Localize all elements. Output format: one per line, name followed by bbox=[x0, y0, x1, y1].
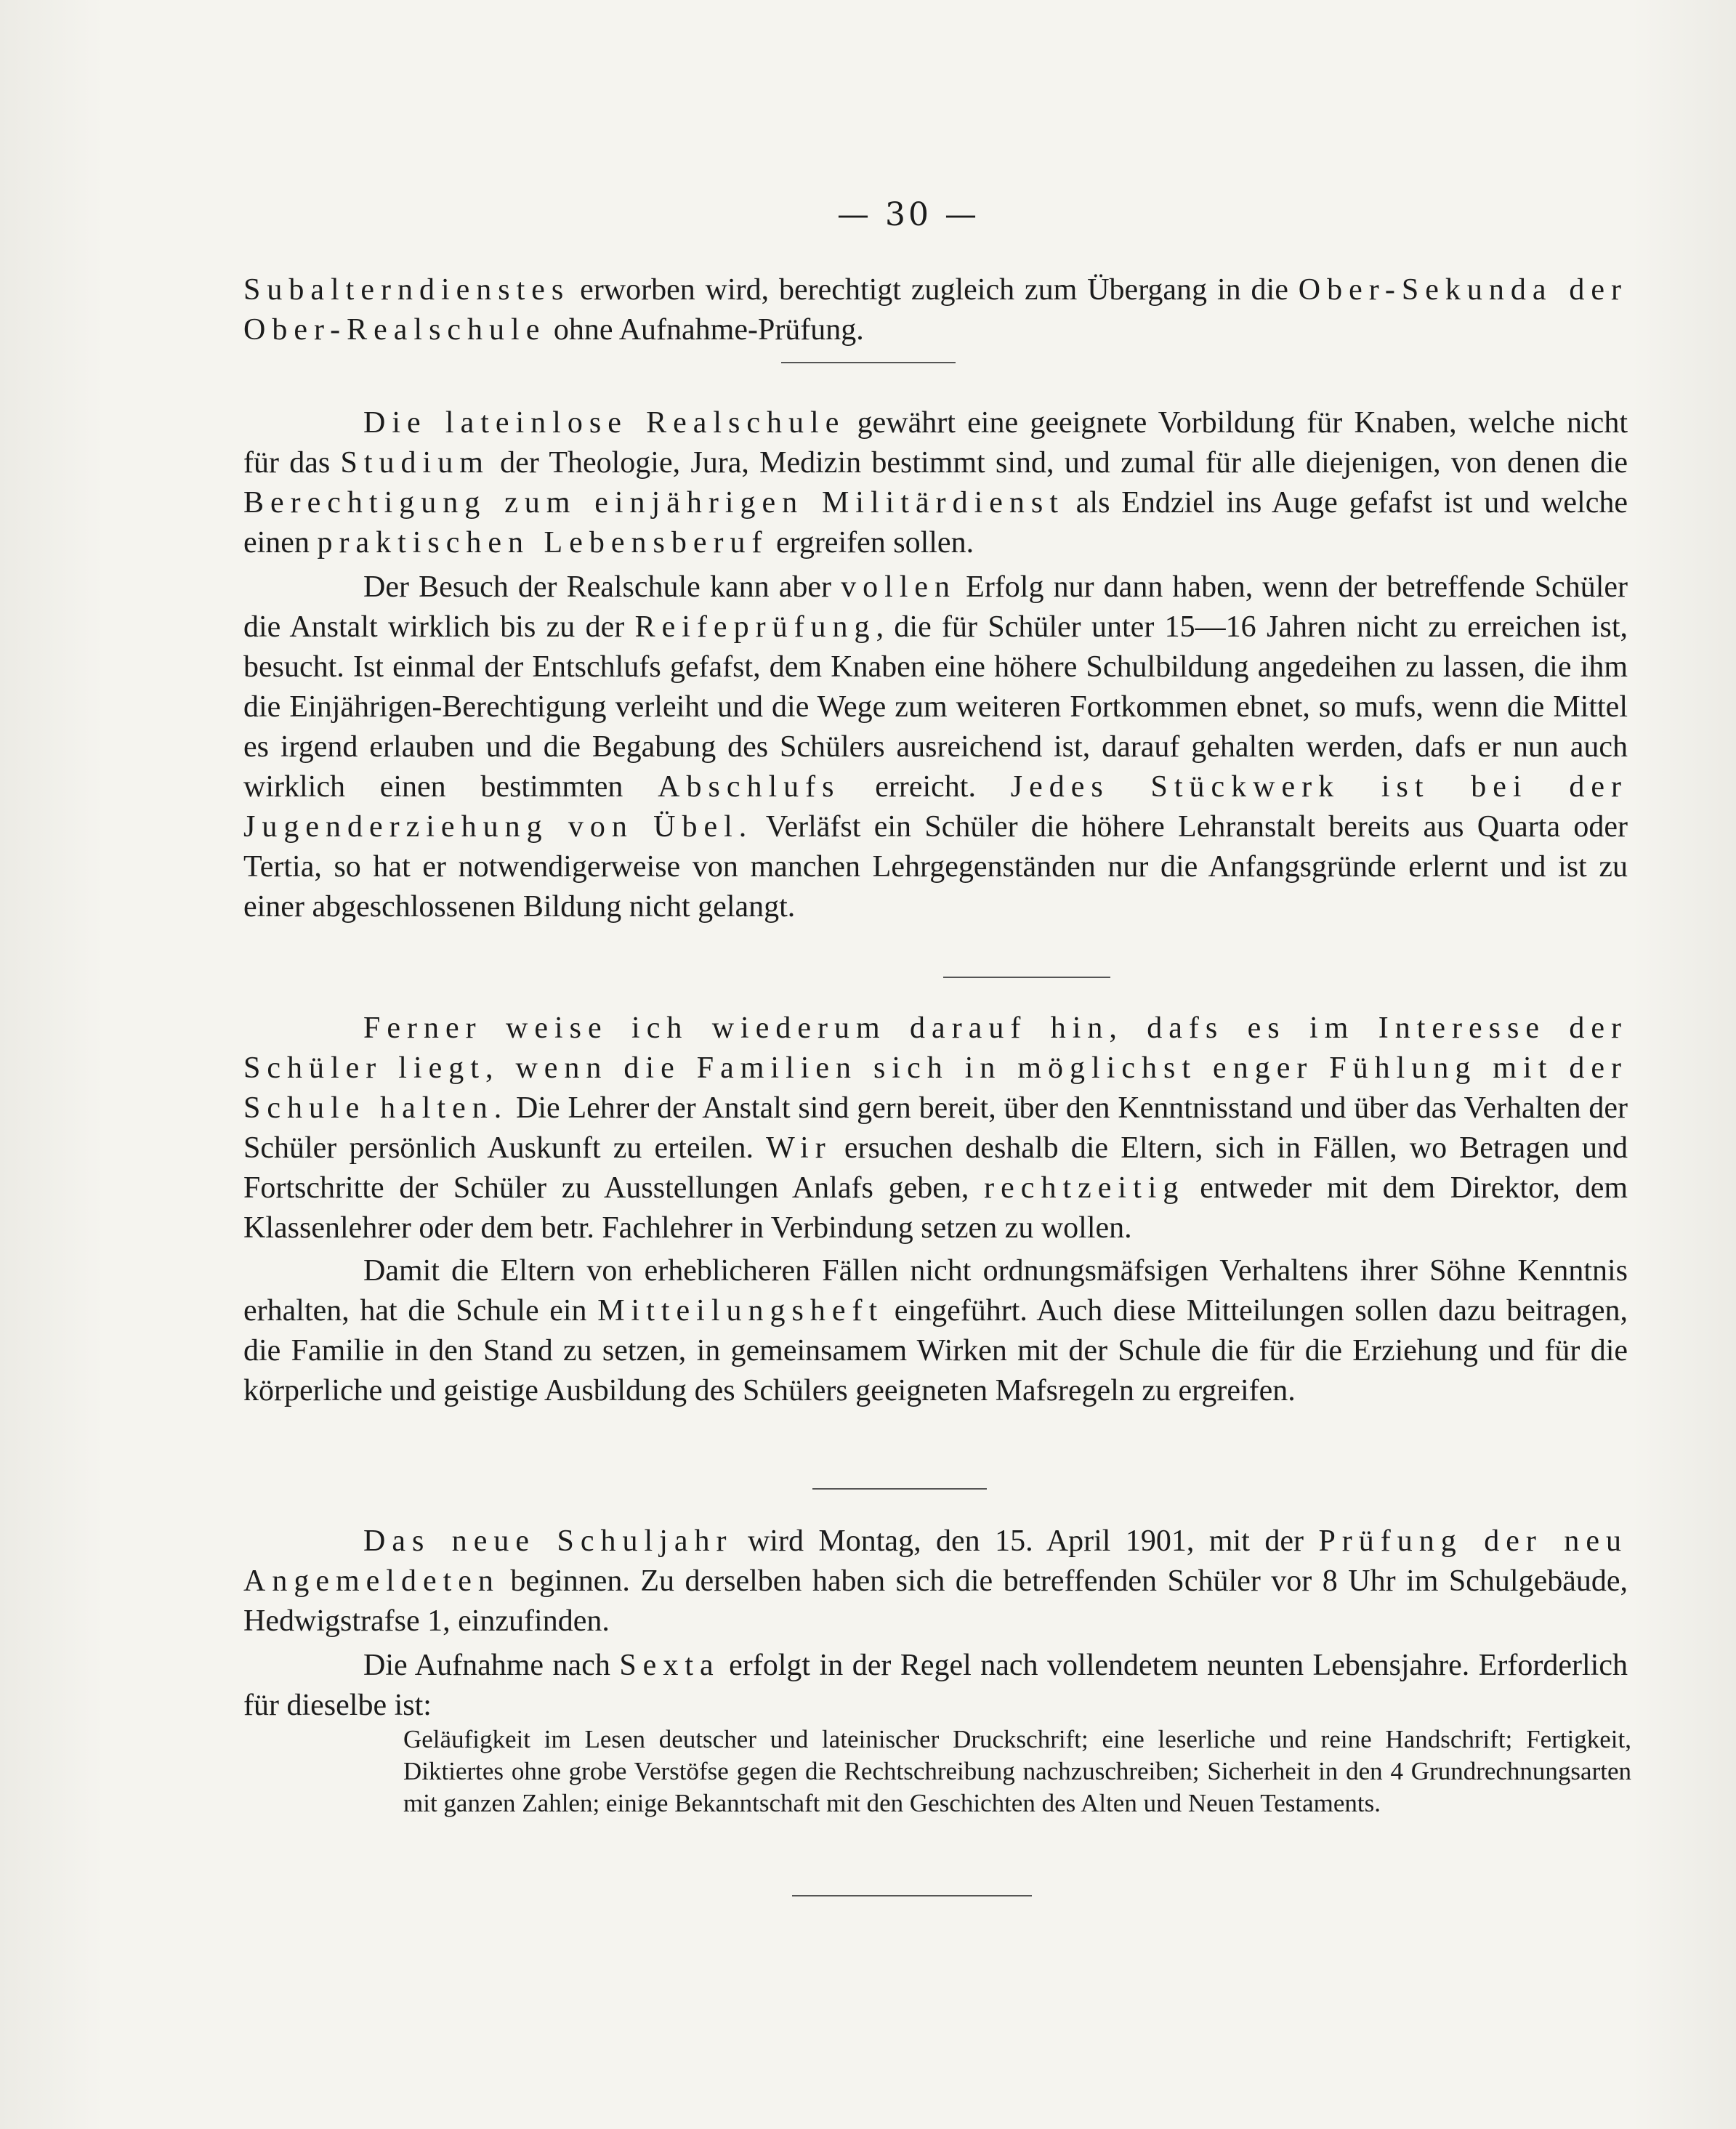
text-run: Verläfst ein Schüler die höhere Lehranstalt bereits aus Quarta oder Tertia, so hat er notwendigerweise von manchen Lehrgegenständen nur die Anfangsgründe erlernt und ist zu einer abgeschlossenen Bildung nicht gelangt. bbox=[243, 810, 1628, 924]
paragraph-neues-schuljahr bbox=[243, 1522, 1628, 1641]
spaced-term: Berechtigung zum einjährigen Militärdienst bbox=[243, 486, 1065, 520]
spaced-term: Reifeprüfung bbox=[634, 610, 876, 644]
text-run: der Theologie, Jura, Medizin bestimmt sind, und zumal für alle diejenigen, von denen die bbox=[489, 446, 1628, 480]
text-run: Damit die Eltern von erheblicheren Fällen nicht ordnungsmäfsigen Verhaltens ihrer Söhne Kenntnis erhalten, hat die Schule ein bbox=[243, 1254, 1628, 1328]
text-run: , die für Schüler unter 15—16 Jahren nicht zu erreichen ist, besucht. Ist einmal der Entschlufs gefafst, dem Knaben eine höhere Schulbildung angedeihen zu lassen, die ihm die Einjährigen-Berechtigung verleiht und die Wege zum weiteren Fortkommen ebnet, so mufs, wenn die Mittel es irgend erlauben und die Begabung des Schülers ausreichend ist, darauf gehalten werden, dafs er nun auch wirklich einen bestimmten bbox=[243, 610, 1628, 804]
spaced-term: Jedes Stückwerk ist bei der Jugenderziehung von Übel. bbox=[243, 770, 1628, 844]
text-run: eingeführt. Auch diese Mitteilungen sollen dazu beitragen, die Familie in den Stand zu setzen, in gemeinsamem Wirken mit der Schule die für die Erziehung und für die körperliche und geistige Ausbildung des Schülers geeigneten Mafsregeln zu ergreifen. bbox=[243, 1294, 1628, 1407]
spaced-term: Sexta bbox=[619, 1649, 720, 1682]
spaced-term: vollen bbox=[841, 570, 957, 604]
aufnahme-anforderungen: Geläufigkeit im Lesen deutscher und lateinischer Druckschrift; eine leserliche und reine Handschrift; Fertigkeit, Diktiertes ohne grobe Verstöfse gegen die Rechtschreibung nachzuschreiben; Sicherheit in den 4 Grundrechnungsarten mit ganzen Zahlen; einige Bekanntschaft mit den Geschichten des Alten und Neuen Testaments. bbox=[403, 1725, 1631, 1817]
text-run: Erfolg nur dann haben, wenn der betreffende Schüler die Anstalt wirklich bis zu der bbox=[243, 570, 1628, 644]
spaced-term: praktischen Lebensberuf bbox=[317, 526, 769, 559]
spaced-term: Prüfung der neu Angemeldeten bbox=[243, 1524, 1628, 1598]
spaced-term: Wir bbox=[766, 1131, 832, 1165]
spaced-term: Studium bbox=[340, 446, 490, 480]
spaced-term: Das neue Schuljahr bbox=[363, 1524, 733, 1558]
text-run: ergreifen sollen. bbox=[768, 526, 974, 559]
text-run: erreicht. bbox=[840, 770, 1011, 804]
text-run: erworben wird, berechtigt zugleich zum Übergang in die bbox=[570, 273, 1299, 307]
spaced-term: Abschlufs bbox=[658, 770, 841, 804]
text-run: als Endziel ins Auge gefafst ist und welche einen bbox=[243, 486, 1628, 559]
text-run: ohne Aufnahme-Prüfung. bbox=[546, 313, 864, 347]
spaced-term: rechtzeitig bbox=[984, 1171, 1185, 1205]
section-realschule bbox=[243, 403, 1628, 927]
paragraph-mitteilungsheft bbox=[243, 1251, 1628, 1411]
section-familie-schule bbox=[243, 1009, 1628, 1411]
paragraph-besuch-realschule bbox=[243, 567, 1628, 927]
section-schuljahr bbox=[243, 1522, 1628, 1726]
text-run: Die Aufnahme nach bbox=[363, 1649, 620, 1682]
paragraph-lateinlose-realschule bbox=[243, 403, 1628, 563]
text-run: gewährt eine geeignete Vorbildung für Knaben, welche nicht für das bbox=[243, 406, 1628, 480]
text-run: entweder mit dem Direktor, dem Klassenlehrer oder dem betr. Fachlehrer in Verbindung setzen zu wollen. bbox=[243, 1171, 1628, 1245]
text-run: ersuchen deshalb die Eltern, sich in Fällen, wo Betragen und Fortschritte der Schüler zu Ausstellungen Anlafs geben, bbox=[243, 1131, 1628, 1205]
paragraph-subalterndienst bbox=[243, 270, 1628, 350]
text-run: beginnen. Zu derselben haben sich die betreffenden Schüler vor 8 Uhr im Schulgebäude, Hedwigstrafse 1, einzufinden. bbox=[243, 1564, 1628, 1638]
section-divider bbox=[812, 1488, 987, 1490]
spaced-term: Die lateinlose Realschule bbox=[363, 406, 846, 440]
text-run: wird Montag, den 15. April 1901, mit der bbox=[732, 1524, 1319, 1558]
spaced-term: Mitteilungsheft bbox=[597, 1294, 884, 1328]
spaced-term: Subalterndienstes bbox=[243, 273, 570, 307]
text-run: erfolgt in der Regel nach vollendetem neunten Lebensjahre. Erforderlich für dieselbe ist: bbox=[243, 1649, 1628, 1722]
paragraph-fuehlung bbox=[243, 1009, 1628, 1248]
section-divider bbox=[943, 977, 1110, 978]
text-run: Die Lehrer der Anstalt sind gern bereit, über den Kenntnisstand und über das Verhalten der Schüler persönlich Auskunft zu erteilen. bbox=[243, 1091, 1628, 1165]
section-divider bbox=[792, 1895, 1032, 1896]
section-divider bbox=[781, 362, 956, 363]
spaced-term: Ober-Sekunda der Ober-Realschule bbox=[243, 273, 1628, 347]
page-number: — 30 — bbox=[837, 196, 980, 233]
spaced-term: Ferner weise ich wiederum darauf hin, dafs es im Interesse der Schüler liegt, wenn die Familien sich in möglichst enger Fühlung mit der Schule halten. bbox=[243, 1011, 1628, 1125]
text-run: Der Besuch der Realschule kann aber bbox=[363, 570, 841, 604]
paragraph-aufnahme-sexta bbox=[243, 1646, 1628, 1726]
